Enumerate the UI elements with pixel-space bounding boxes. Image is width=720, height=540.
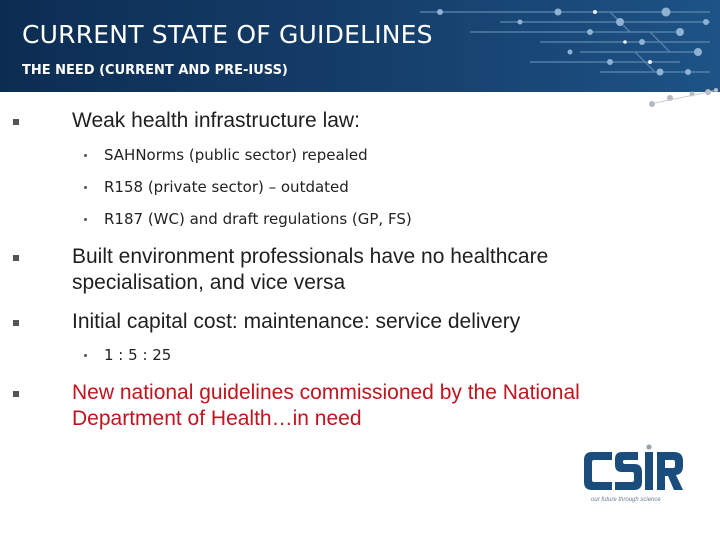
- bullet-text: New national guidelines commissioned by the National Department of Health…in need: [72, 381, 580, 430]
- sub-bullet-item: [104, 146, 368, 164]
- sub-bullet-item: [104, 346, 171, 364]
- slide-subtitle: THE NEED (CURRENT AND PRE-IUSS): [22, 63, 288, 78]
- bullet-text: Built environment professionals have no healthcare specialisation, and vice versa: [72, 245, 549, 294]
- bullet-item-highlight: [72, 380, 672, 432]
- sub-bullet-item: [104, 210, 412, 228]
- slide-title: CURRENT STATE OF GUIDELINES: [22, 20, 433, 49]
- logo-tagline: our future through science: [591, 497, 661, 503]
- bullet-item: [72, 244, 632, 296]
- bullet-square-icon: [13, 119, 19, 125]
- bullet-square-icon: [13, 391, 19, 397]
- bullet-dot-icon: [84, 218, 87, 221]
- bullet-dot-icon: [84, 186, 87, 189]
- bullet-square-icon: [13, 320, 19, 326]
- sub-bullet-item: [104, 178, 349, 196]
- sub-bullet-text: 1 : 5 : 25: [104, 346, 172, 364]
- bullet-text: Initial capital cost: maintenance: service delivery: [72, 310, 521, 333]
- bullet-dot-icon: [84, 354, 87, 357]
- sub-bullet-text: R158 (private sector) – outdated: [104, 178, 349, 196]
- bullet-dot-icon: [84, 154, 87, 157]
- bullet-square-icon: [13, 255, 19, 261]
- bullet-item: [72, 309, 672, 335]
- sub-bullet-text: SAHNorms (public sector) repealed: [104, 146, 368, 164]
- bullet-text: Weak health infrastructure law:: [72, 109, 360, 132]
- dot-trail-decoration-icon: [600, 88, 720, 108]
- slide-header: [0, 0, 720, 92]
- bullet-item: [72, 108, 672, 134]
- sub-bullet-text: R187 (WC) and draft regulations (GP, FS): [104, 210, 412, 228]
